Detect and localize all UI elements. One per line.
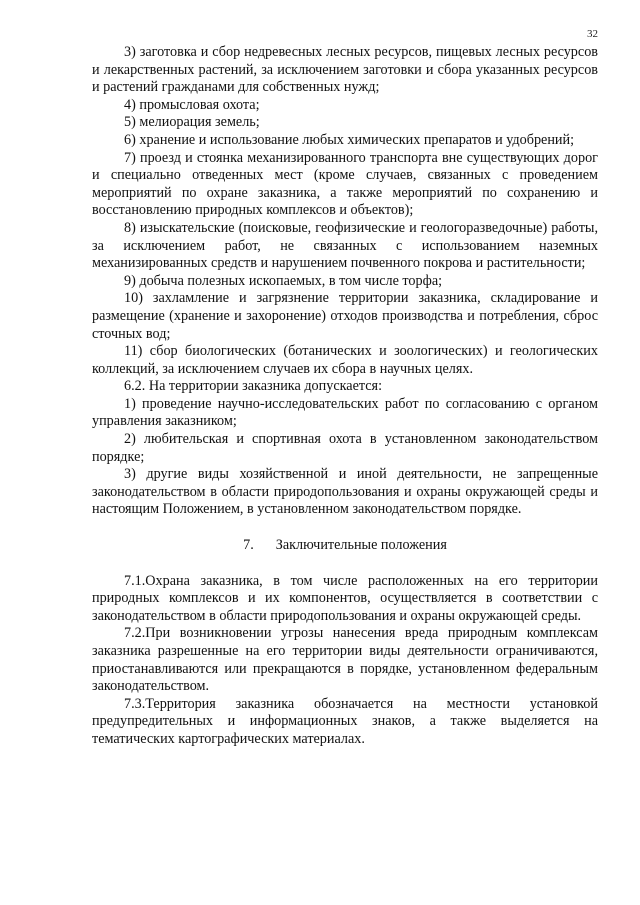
paragraph: 10) захламление и загрязнение территории заказника, складирование и размещение (хранение и захоронение) отходов производства и потребления, сброс сточных вод; xyxy=(92,290,598,342)
paragraph: 5) мелиорация земель; xyxy=(124,114,260,131)
document-body xyxy=(92,44,598,749)
paragraph: 9) добыча полезных ископаемых, в том числе торфа; xyxy=(124,272,443,289)
paragraph: 3) другие виды хозяйственной и иной деятельности, не запрещенные законодательством в области природопользования и охраны окружающей среды и настоящим Положением, в установленном законодательством порядке. xyxy=(92,466,598,518)
paragraph: 7.2.При возникновении угрозы нанесения вреда природным комплексам заказника разрешенные на его территории виды деятельности ограничиваются, приостанавливаются или прекращаются в порядке, установленном федеральным законодательством. xyxy=(92,625,598,695)
paragraph: 6.2. На территории заказника допускается: xyxy=(124,378,383,395)
paragraph: 7.3.Территория заказника обозначается на местности установкой предупредительных и информационных знаков, а также выделяется на тематических картографических материалах. xyxy=(92,695,598,747)
paragraph: 2) любительская и спортивная охота в установленном законодательством порядке; xyxy=(92,431,598,465)
section-number: 7. xyxy=(243,537,254,554)
paragraph: 4) промысловая охота; xyxy=(124,96,260,113)
paragraph: 7.1.Охрана заказника, в том числе расположенных на его территории природных комплексов и их компонентов, осуществляется в соответствии с законодательством в области природопользования и охраны окружающей среды. xyxy=(92,572,598,624)
paragraph: 11) сбор биологических (ботанических и зоологических) и геологических коллекций, за исключением случаев их сбора в научных целях. xyxy=(92,343,598,377)
section-heading xyxy=(92,537,598,555)
section-title: Заключительные положения xyxy=(275,537,447,554)
paragraph: 8) изыскательские (поисковые, геофизические и геологоразведочные) работы, за исключением работ, не связанных с использованием наземных механизированных средств и нарушением почвенного покрова и растительности; xyxy=(92,219,598,272)
paragraph: 7) проезд и стоянка механизированного транспорта вне существующих дорог и специально отведенных мест (кроме случаев, связанных с проведением мероприятий по охране заказника, а также мероприятий по сохранению и восстановлению природных комплексов и объектов); xyxy=(92,149,598,219)
paragraph: 1) проведение научно-исследовательских работ по согласованию с органом управления заказником; xyxy=(92,395,598,430)
paragraph: 3) заготовка и сбор недревесных лесных ресурсов, пищевых лесных ресурсов и лекарственных растений, за исключением заготовки и сбора указанных ресурсов и растений гражданами для собственных нужд; xyxy=(92,44,598,96)
paragraph: 6) хранение и использование любых химических препаратов и удобрений; xyxy=(124,131,575,148)
page-number: 32 xyxy=(587,28,598,40)
